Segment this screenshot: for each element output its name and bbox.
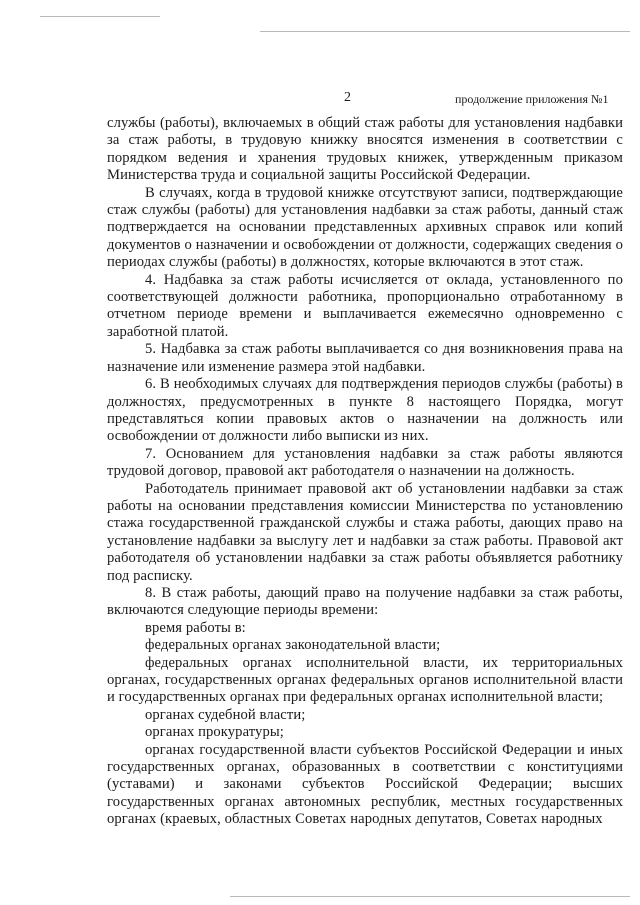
paragraph-7: Работодатель принимает правовой акт об установлении надбавки за стаж работы на основании представления комиссии Министерства по установлению стажа государственной гражданской службы и стажа работы, дающих право на установление надбавки за выслугу лет и надбавки за стаж работы. Правовой акт работодателя об установлении надбавки за стаж работы объявляется работнику под расписку. <box>107 480 623 584</box>
paragraph-12: органах судебной власти; <box>145 706 306 723</box>
paragraph-1: службы (работы), включаемых в общий стаж работы для установления надбавки за стаж работы, в трудовую книжку вносятся изменения в соответствии с порядком ведения и хранения трудовых книжек, утвержденным приказом Министерства труда и социальной защиты Российской Федерации. <box>107 115 623 184</box>
paragraph-6: 7. Основанием для установления надбавки за стаж работы являются трудовой договор, правовой акт работодателя о назначении на должность. <box>107 445 623 480</box>
paragraph-5: 6. В необходимых случаях для подтверждения периодов службы (работы) в должностях, предусмотренных в пункте 8 настоящего Порядка, могут представляться копии правовых актов о назначении на должность или освобождении от должности либо выписки из них. <box>107 376 623 445</box>
paragraph-8: 8. В стаж работы, дающий право на получение надбавки за стаж работы, включаются следующие периоды времени: <box>107 584 623 619</box>
paragraph-4: 5. Надбавка за стаж работы выплачивается со дня возникновения права на назначение или изменение размера этой надбавки. <box>107 341 623 375</box>
paragraph-3: 4. Надбавка за стаж работы исчисляется от оклада, установленного по соответствующей должности работника, пропорционально отработанному в отчетном периоде времени и выплачивается ежемесячно одновременно с заработной платой. <box>107 271 623 340</box>
paragraph-2: В случаях, когда в трудовой книжке отсутствуют записи, подтверждающие стаж службы (работы) для установления надбавки за стаж работы, данный стаж подтверждается на основании представленных архивных справок или копий документов о назначении и освобождении от должности, содержащих сведения о периодах службы (работы) в должностях, которые включаются в этот стаж. <box>107 184 623 271</box>
paragraph-11: федеральных органах исполнительной власти, их территориальных органах, государственных органах федеральных органов исполнительной власти и государственных органах при федеральных органах исполнительной власти; <box>107 654 623 706</box>
paragraph-10: федеральных органах законодательной власти; <box>145 637 441 654</box>
paragraph-13: органах прокуратуры; <box>145 724 284 741</box>
scan-artifact-top-left <box>40 16 160 17</box>
page-number: 2 <box>344 90 351 105</box>
scan-artifact-bottom-line <box>230 896 630 897</box>
document-body <box>107 115 623 829</box>
paragraph-14: органах государственной власти субъектов Российской Федерации и иных государственных органах, образованных в соответствии с конституциями (уставами) и законами субъектов Российской Федерации; высших государственных органах автономных республик, местных государственных органах (краевых, областных Советах народных депутатов, Советах народных <box>107 741 623 828</box>
continuation-label: продолжение приложения №1 <box>455 92 609 106</box>
scan-artifact-top-line <box>260 31 630 32</box>
paragraph-9: время работы в: <box>145 619 246 636</box>
